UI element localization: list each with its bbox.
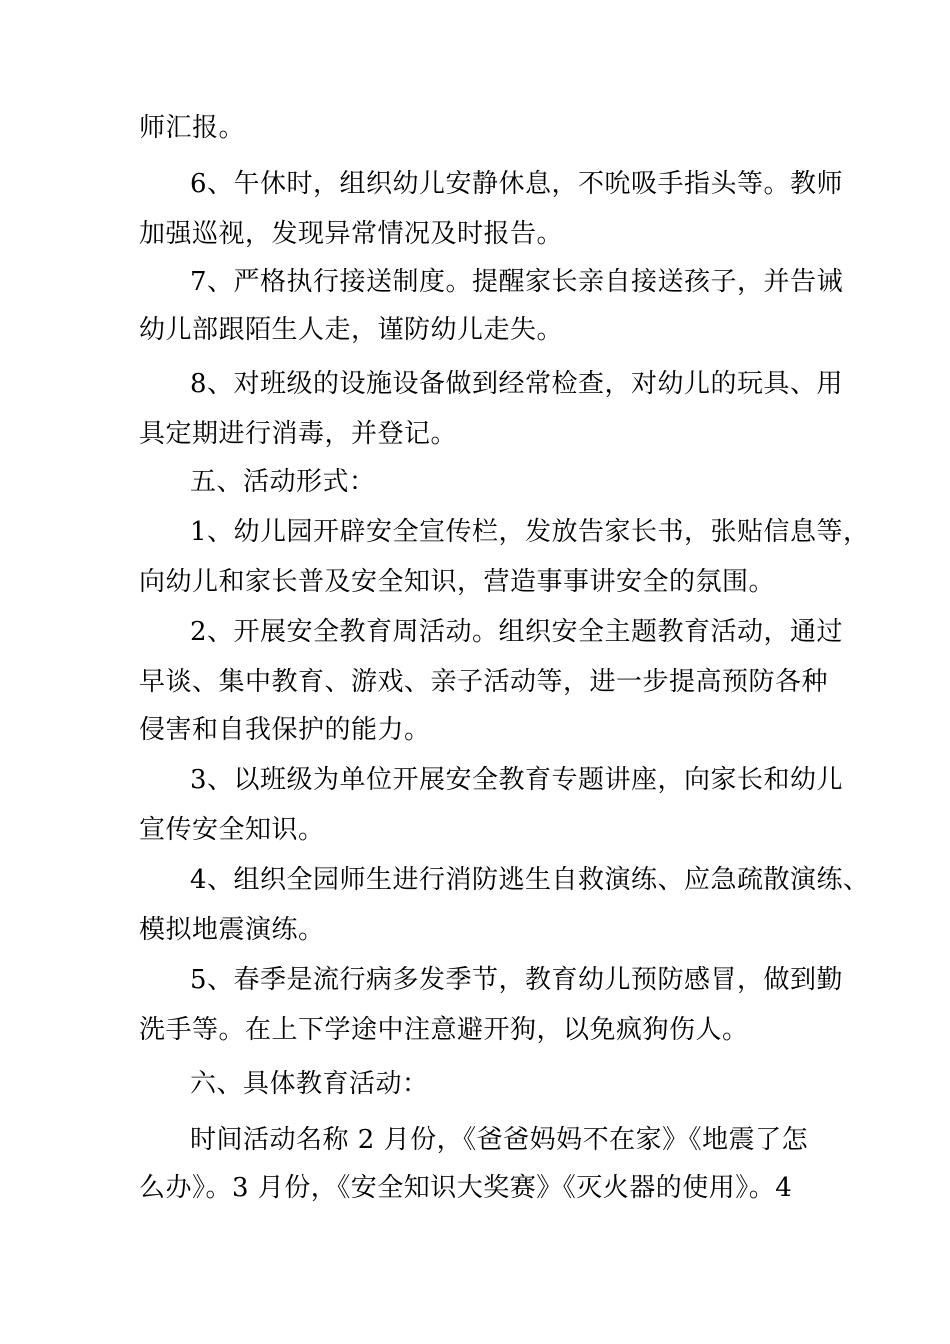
text-line-15: 宣传安全知识。 xyxy=(139,815,325,845)
text-line-18: 5、春季是流行病多发季节，教育幼儿预防感冒，做到勤 xyxy=(190,965,844,995)
text-line-2: 6、午休时，组织幼儿安静休息，不吮吸手指头等。教师 xyxy=(190,169,844,199)
text-line-4: 7、严格执行接送制度。提醒家长亲自接送孩子，并告诫 xyxy=(190,267,844,297)
text-line-14: 3、以班级为单位开展安全教育专题讲座，向家长和幼儿 xyxy=(190,765,844,795)
text-line-13: 侵害和自我保护的能力。 xyxy=(139,715,431,745)
section-heading-activity-forms: 五、活动形式： xyxy=(190,467,376,497)
text-line-3: 加强巡视，发现异常情况及时报告。 xyxy=(139,219,564,249)
text-line-11: 2、开展安全教育周活动。组织安全主题教育活动，通过 xyxy=(190,617,844,647)
text-line-10: 向幼儿和家长普及安全知识，营造事事讲安全的氛围。 xyxy=(139,567,776,597)
text-line-19: 洗手等。在上下学途中注意避开狗，以免疯狗伤人。 xyxy=(139,1015,749,1045)
text-line-17: 模拟地震演练。 xyxy=(139,915,325,945)
section-heading-education-activities: 六、具体教育活动： xyxy=(190,1069,429,1099)
text-line-21: 时间活动名称 2 月份，《爸爸妈妈不在家》《地震了怎 xyxy=(190,1125,809,1155)
text-line-1: 师汇报。 xyxy=(139,113,246,143)
text-line-16: 4、组织全园师生进行消防逃生自救演练、应急疏散演练、 xyxy=(190,865,870,895)
text-line-12: 早谈、集中教育、游戏、亲子活动等，进一步提高预防各种 xyxy=(139,667,829,697)
text-line-5: 幼儿部跟陌生人走，谨防幼儿走失。 xyxy=(139,315,564,345)
text-line-6: 8、对班级的设施设备做到经常检查，对幼儿的玩具、用 xyxy=(190,369,844,399)
text-line-7: 具定期进行消毒，并登记。 xyxy=(139,419,458,449)
text-line-22: 么办》。3 月份，《安全知识大奖赛》《灭火器的使用》。4 xyxy=(139,1173,793,1203)
text-line-9: 1、幼儿园开辟安全宣传栏，发放告家长书，张贴信息等， xyxy=(190,517,870,547)
